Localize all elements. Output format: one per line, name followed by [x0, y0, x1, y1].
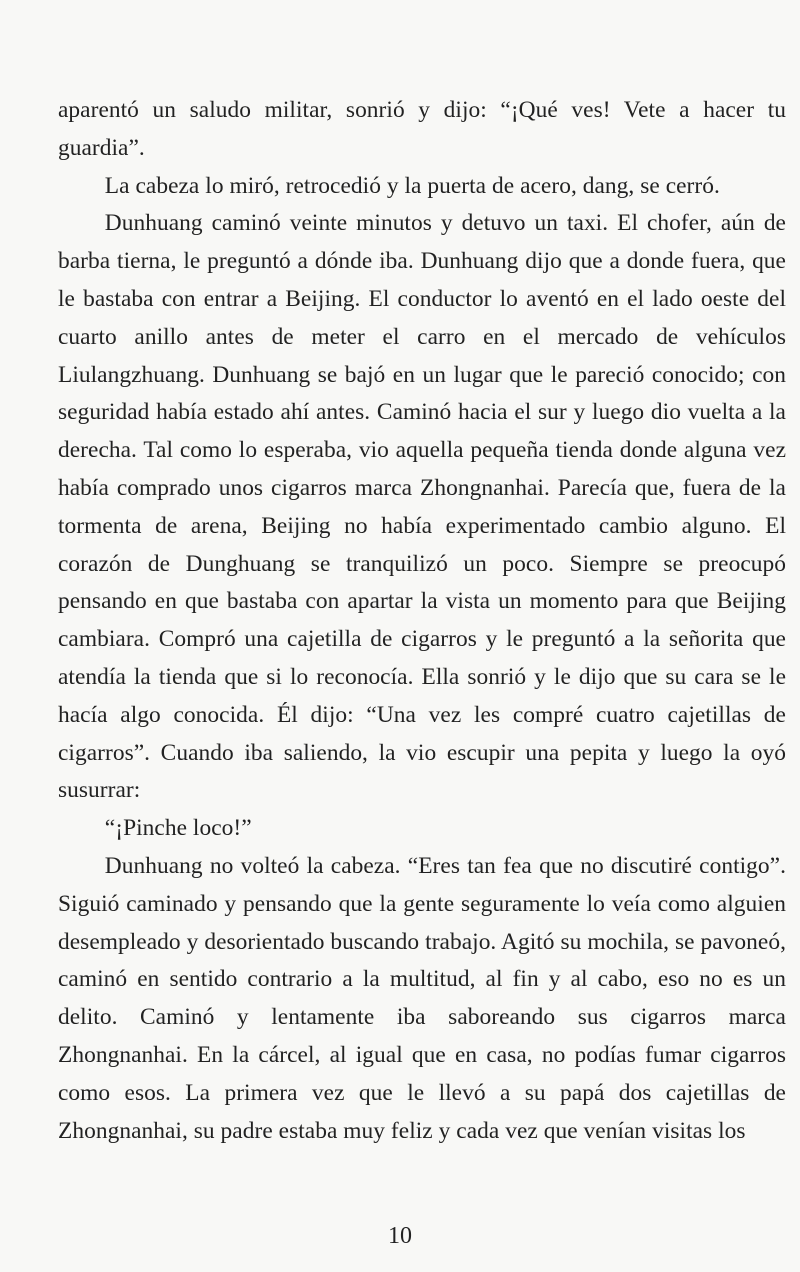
page-number: 10 — [388, 1223, 412, 1249]
body-text — [58, 92, 786, 1150]
paragraph: La cabeza lo miró, retrocedió y la puerta de acero, dang, se cerró. — [104, 172, 720, 199]
paragraph: Dunhuang no volteó la cabeza. “Eres tan fea que no discutiré contigo”. Siguió caminado y pensando que la gente seguramente lo veía como alguien desempleado y desorientado buscando trabajo. Agitó su mochila, se pavoneó, caminó en sentido contrario a la multitud, al fin y al cabo, eso no es un delito. Caminó y lentamente iba saboreando sus cigarros marca Zhongnanhai. En la cárcel, al igual que en casa, no podías fumar cigarros como esos. La primera vez que le llevó a su papá dos cajetillas de Zhongnanhai, su padre estaba muy feliz y cada vez que venían visitas los — [58, 852, 786, 1144]
paragraph: “¡Pinche loco!” — [104, 815, 252, 842]
paragraph-continuation: aparentó un saludo militar, sonrió y dijo: “¡Qué ves! Vete a hacer tu guardia”. — [58, 97, 786, 161]
paragraph: Dunhuang caminó veinte minutos y detuvo un taxi. El chofer, aún de barba tierna, le preguntó a dónde iba. Dunhuang dijo que a donde fuera, que le bastaba con entrar a Beijing. El conductor lo aventó en el lado oeste del cuarto anillo antes de meter el carro en el mercado de vehículos Liulangzhuang. Dunhuang se bajó en un lugar que le pareció conocido; con seguridad había estado ahí antes. Caminó hacia el sur y luego dio vuelta a la derecha. Tal como lo esperaba, vio aquella pequeña tienda donde alguna vez había comprado unos cigarros marca Zhongnanhai. Parecía que, fuera de la tormenta de arena, Beijing no había experimentado cambio alguno. El corazón de Dunghuang se tranquilizó un poco. Siempre se preocupó pensando en que bastaba con apartar la vista un momento para que Beijing cambiara. Compró una cajetilla de cigarros y le preguntó a la señorita que atendía la tienda que si lo reconocía. Ella sonrió y le dijo que su cara se le hacía algo conocida. Él dijo: “Una vez les compré cuatro cajetillas de cigarros”. Cuando iba saliendo, la vio escupir una pepita y luego la oyó susurrar: — [58, 210, 786, 804]
